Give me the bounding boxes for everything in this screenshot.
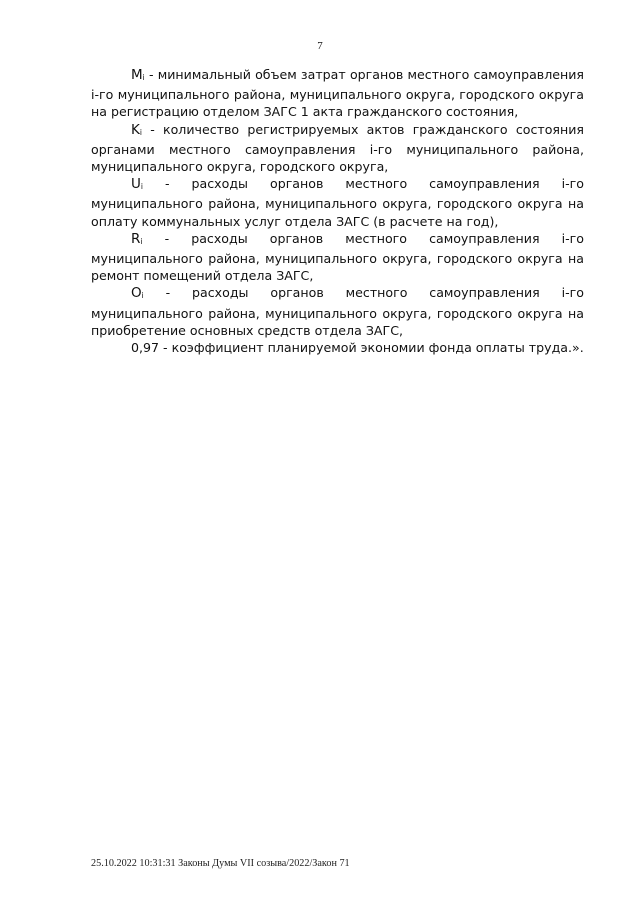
- page-number: 7: [317, 40, 323, 52]
- subscript-i: i: [141, 291, 144, 301]
- subscript-i: i: [140, 236, 143, 246]
- definition-r: [91, 230, 584, 285]
- definition-text: - количество регистрируемых актов гражданского состояния органами местного самоуправления i-го муниципального района, муниципального округа, городского округа,: [91, 121, 584, 175]
- definition-m: [91, 66, 584, 121]
- definition-text: - расходы органов местного самоуправления i-го муниципального района, муниципального округа, городского округа на оплату коммунальных услуг отдела ЗАГС (в расчете на год),: [91, 176, 584, 229]
- definition-text: - расходы органов местного самоуправления i-го муниципального района, муниципального округа, городского округа на приобретение основных средств отдела ЗАГС,: [91, 285, 584, 338]
- symbol-m: M: [131, 67, 143, 83]
- definition-text: - расходы органов местного самоуправления i-го муниципального района, муниципального округа, городского округа на ремонт помещений отдела ЗАГС,: [91, 230, 584, 284]
- document-body: [91, 66, 584, 356]
- subscript-i: i: [139, 127, 142, 137]
- symbol-u: U: [131, 176, 141, 193]
- definition-text: - коэффициент планируемой экономии фонда оплаты труда.».: [159, 340, 584, 356]
- subscript-i: i: [142, 73, 145, 82]
- definition-text: - минимальный объем затрат органов местного самоуправления i-го муниципального района, муниципального округа, городского округа на регистрацию отделом ЗАГС 1 акта гражданского состояния,: [91, 67, 584, 120]
- document-footer: 25.10.2022 10:31:31 Законы Думы VII созыва/2022/Закон 71: [91, 858, 350, 869]
- symbol-o: O: [131, 285, 142, 302]
- subscript-i: i: [140, 182, 143, 192]
- definition-u: [91, 175, 584, 230]
- definition-k: [91, 121, 584, 176]
- definition-o: [91, 284, 584, 339]
- coefficient-value: 0,97: [131, 340, 160, 356]
- definition-coefficient: [91, 339, 584, 356]
- symbol-k: K: [131, 121, 140, 138]
- symbol-r: R: [131, 230, 141, 247]
